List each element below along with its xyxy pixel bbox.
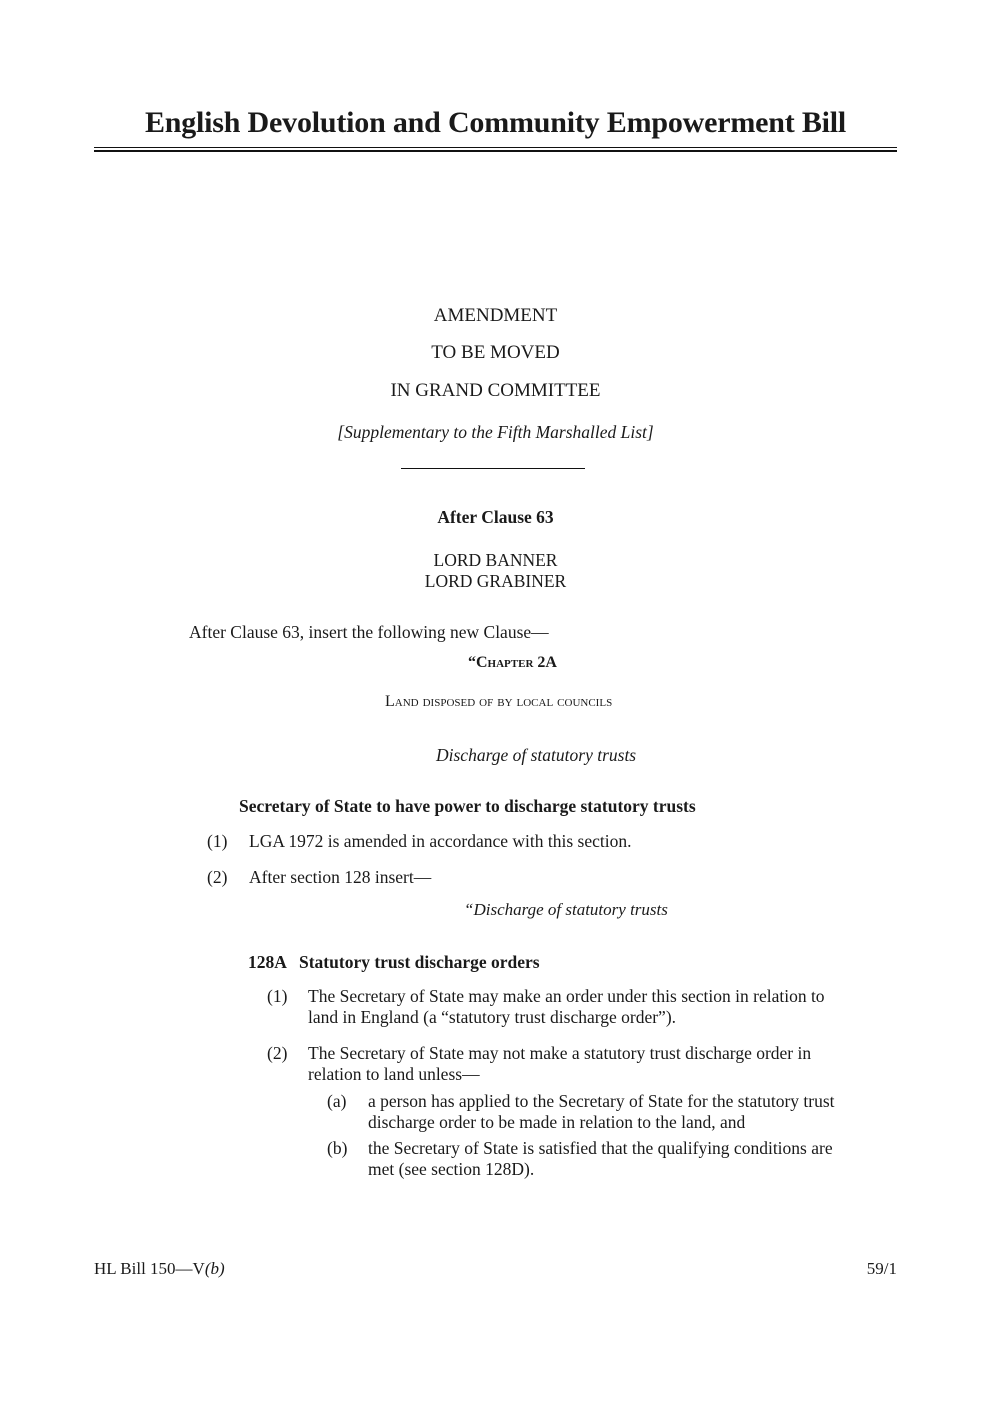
heading-to-be-moved: TO BE MOVED xyxy=(431,342,560,363)
para-b-label: (b) xyxy=(327,1138,348,1158)
s128a-sub2-line1: The Secretary of State may not make a statutory trust discharge order in xyxy=(308,1043,812,1063)
title-rule-thin xyxy=(94,147,897,148)
s128a-sub1-line1: The Secretary of State may make an order under this section in relation to xyxy=(308,986,825,1006)
subsection-2-text: After section 128 insert— xyxy=(249,867,432,887)
heading-grand-committee: IN GRAND COMMITTEE xyxy=(390,380,601,401)
bill-reference-prefix: HL Bill 150—V xyxy=(94,1259,205,1278)
para-a-line2: discharge order to be made in relation to the land, and xyxy=(368,1112,746,1132)
supplementary-note: [Supplementary to the Fifth Marshalled List] xyxy=(337,422,654,442)
mover-2: LORD GRABINER xyxy=(424,571,567,591)
s128a-sub1-number: (1) xyxy=(267,986,288,1006)
page-reference: 59/1 xyxy=(866,1259,897,1278)
s128a-sub2-text xyxy=(308,1043,898,1085)
para-b-text xyxy=(368,1138,898,1180)
section-128a-number: 128A xyxy=(248,952,287,972)
insert-instruction: After Clause 63, insert the following new Clause— xyxy=(189,622,549,642)
section-128a-title: Statutory trust discharge orders xyxy=(299,952,540,972)
s128a-sub2-number: (2) xyxy=(267,1043,288,1063)
inserted-crossheading: “Discharge of statutory trusts xyxy=(464,900,668,919)
mover-1: LORD BANNER xyxy=(433,550,558,570)
para-b-line1: the Secretary of State is satisfied that the qualifying conditions are xyxy=(368,1138,833,1158)
s128a-sub1-line2: land in England (a “statutory trust discharge order”). xyxy=(308,1007,677,1027)
subsection-1-number: (1) xyxy=(207,831,228,851)
clause-title: Secretary of State to have power to discharge statutory trusts xyxy=(239,796,696,816)
bill-reference-suffix: (b) xyxy=(204,1259,225,1278)
bill-reference xyxy=(94,1259,225,1279)
para-a-text xyxy=(368,1091,898,1133)
chapter-title: Land disposed of by local councils xyxy=(385,693,613,710)
para-a-line1: a person has applied to the Secretary of State for the statutory trust xyxy=(368,1091,835,1111)
s128a-sub1-text xyxy=(308,986,898,1028)
heading-amendment: AMENDMENT xyxy=(433,305,558,326)
document-title: English Devolution and Community Empowerment Bill xyxy=(144,106,847,139)
subsection-2-number: (2) xyxy=(207,867,228,887)
subsection-1-text: LGA 1972 is amended in accordance with this section. xyxy=(249,831,632,851)
crossheading: Discharge of statutory trusts xyxy=(436,745,637,765)
section-divider xyxy=(401,468,585,469)
amendment-location: After Clause 63 xyxy=(437,507,554,527)
para-a-label: (a) xyxy=(327,1091,347,1111)
s128a-sub2-line2: relation to land unless— xyxy=(308,1064,480,1084)
title-rule-thick xyxy=(94,150,897,152)
chapter-heading: “Chapter 2A xyxy=(468,654,557,671)
para-b-line2: met (see section 128D). xyxy=(368,1159,535,1179)
